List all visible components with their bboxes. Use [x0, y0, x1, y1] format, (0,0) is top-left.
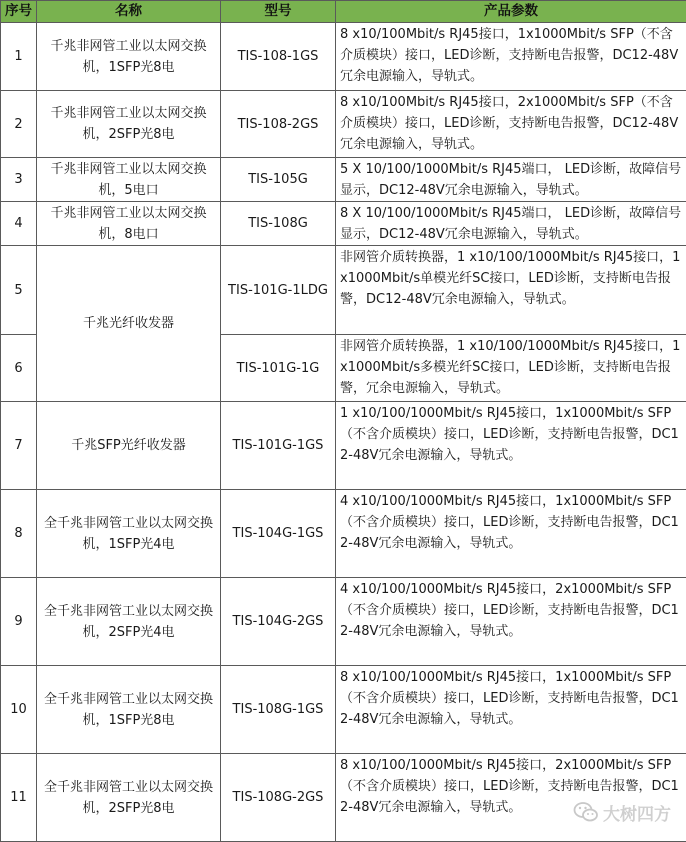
table-row: [1, 578, 686, 666]
watermark: [573, 797, 685, 827]
row-model: TIS-108-2GS: [221, 91, 336, 158]
row-name: 全千兆非网管工业以太网交换机，1SFP光4电: [37, 490, 221, 578]
row-params: 4 x10/100/1000Mbit/s RJ45接口，1x1000Mbit/s SFP（不含介质模块）接口，LED诊断，支持断电告报警，DC12-48V冗余电源输入，导轨式。: [336, 490, 686, 578]
row-no: 6: [1, 335, 37, 402]
row-name: 千兆非网管工业以太网交换机，5电口: [37, 158, 221, 202]
row-name: 全千兆非网管工业以太网交换机，2SFP光8电: [37, 754, 221, 842]
row-params: 8 x10/100/1000Mbit/s RJ45接口，1x1000Mbit/s SFP（不含介质模块）接口，LED诊断，支持断电告报警，DC12-48V冗余电源输入，导轨式。: [336, 666, 686, 754]
row-name: 全千兆非网管工业以太网交换机，2SFP光4电: [37, 578, 221, 666]
row-params: 非网管介质转换器，1 x10/100/1000Mbit/s RJ45接口，1x1000Mbit/s单模光纤SC接口，LED诊断，支持断电告报警，DC12-48V冗余电源输入，导轨式。: [336, 246, 686, 335]
row-name: 千兆光纤收发器: [37, 246, 221, 402]
row-params: 非网管介质转换器，1 x10/100/1000Mbit/s RJ45接口，1x1000Mbit/s多模光纤SC接口，LED诊断，支持断电告报警，冗余电源输入，导轨式。: [336, 335, 686, 402]
row-model: TIS-104G-2GS: [221, 578, 336, 666]
row-name: 千兆非网管工业以太网交换机，1SFP光8电: [37, 23, 221, 91]
table-row: [1, 202, 686, 246]
header-params: 产品参数: [336, 1, 686, 23]
table-row: [1, 246, 686, 335]
header-name: 名称: [37, 1, 221, 23]
row-no: 3: [1, 158, 37, 202]
wechat-icon: [573, 799, 599, 825]
row-model: TIS-108G-1GS: [221, 666, 336, 754]
row-no: 10: [1, 666, 37, 754]
row-params: 8 x10/100Mbit/s RJ45接口，2x1000Mbit/s SFP（不含介质模块）接口，LED诊断，支持断电告报警，DC12-48V冗余电源输入，导轨式。: [336, 91, 686, 158]
row-model: TIS-108G: [221, 202, 336, 246]
row-name: 全千兆非网管工业以太网交换机，1SFP光8电: [37, 666, 221, 754]
row-no: 4: [1, 202, 37, 246]
header-no: 序号: [1, 1, 37, 23]
table-row: [1, 490, 686, 578]
row-no: 11: [1, 754, 37, 842]
table-row: [1, 158, 686, 202]
row-model: TIS-101G-1GS: [221, 402, 336, 490]
row-model: TIS-105G: [221, 158, 336, 202]
row-name: 千兆SFP光纤收发器: [37, 402, 221, 490]
row-model: TIS-101G-1LDG: [221, 246, 336, 335]
row-model: TIS-101G-1G: [221, 335, 336, 402]
table-row: [1, 402, 686, 490]
row-params: 1 x10/100/1000Mbit/s RJ45接口，1x1000Mbit/s SFP（不含介质模块）接口，LED诊断，支持断电告报警，DC12-48V冗余电源输入，导轨式。: [336, 402, 686, 490]
row-no: 5: [1, 246, 37, 335]
row-params: 8 x10/100/1000Mbit/s RJ45接口，2x1000Mbit/s SFP（不含介质模块）接口，LED诊断，支持断电告报警，DC12-48V冗余电源输入，导轨式。: [336, 754, 686, 842]
table-row: [1, 23, 686, 91]
row-no: 2: [1, 91, 37, 158]
watermark-text: 大树四方: [603, 800, 671, 825]
row-name: 千兆非网管工业以太网交换机，2SFP光8电: [37, 91, 221, 158]
row-params: 8 x10/100Mbit/s RJ45接口，1x1000Mbit/s SFP（不含介质模块）接口，LED诊断，支持断电告报警，DC12-48V冗余电源输入，导轨式。: [336, 23, 686, 91]
table-row: [1, 91, 686, 158]
header-row: [1, 1, 686, 23]
table-row: [1, 666, 686, 754]
row-model: TIS-108-1GS: [221, 23, 336, 91]
row-model: TIS-104G-1GS: [221, 490, 336, 578]
header-model: 型号: [221, 1, 336, 23]
row-no: 7: [1, 402, 37, 490]
row-no: 9: [1, 578, 37, 666]
row-params: 4 x10/100/1000Mbit/s RJ45接口，2x1000Mbit/s SFP（不含介质模块）接口，LED诊断，支持断电告报警，DC12-48V冗余电源输入，导轨式。: [336, 578, 686, 666]
row-name: 千兆非网管工业以太网交换机，8电口: [37, 202, 221, 246]
row-params: 8 X 10/100/1000Mbit/s RJ45端口， LED诊断，故障信号显示，DC12-48V冗余电源输入，导轨式。: [336, 202, 686, 246]
row-no: 1: [1, 23, 37, 91]
row-model: TIS-108G-2GS: [221, 754, 336, 842]
row-params: 5 X 10/100/1000Mbit/s RJ45端口， LED诊断，故障信号显示，DC12-48V冗余电源输入，导轨式。: [336, 158, 686, 202]
row-no: 8: [1, 490, 37, 578]
